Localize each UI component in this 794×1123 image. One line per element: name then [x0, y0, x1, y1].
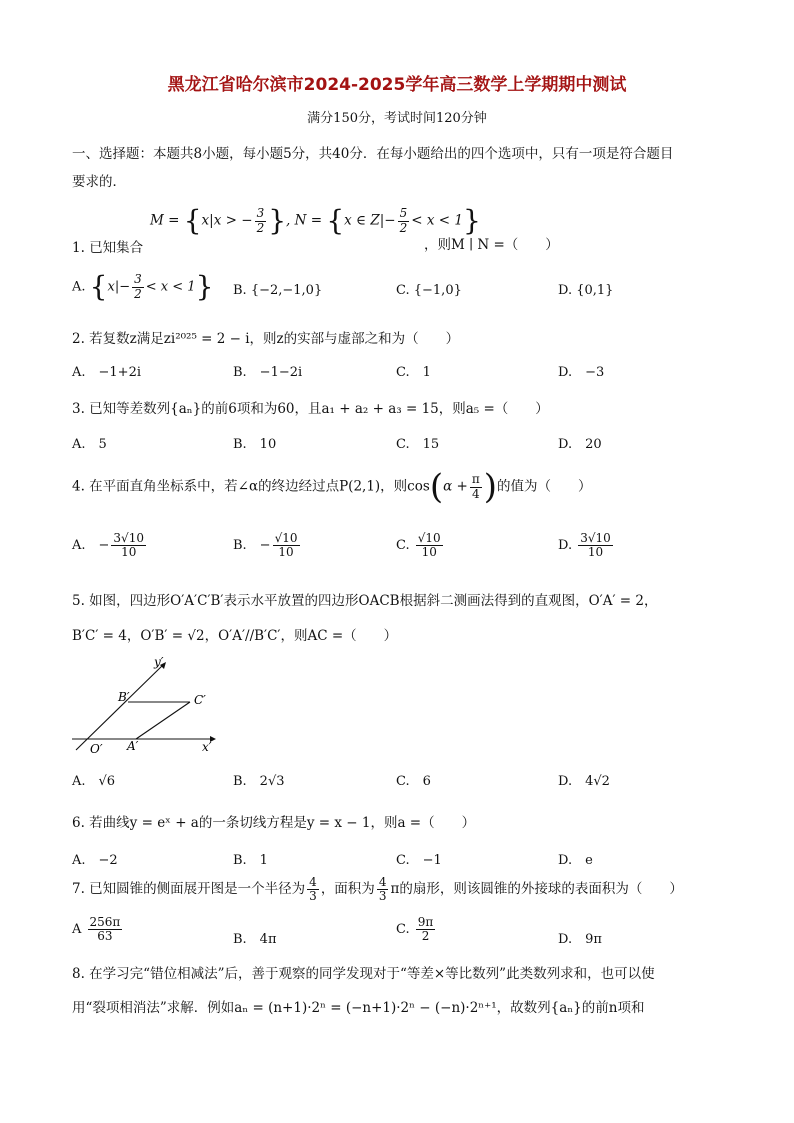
- q5-option-b[interactable]: B. 2√3: [233, 774, 285, 789]
- q2-option-a[interactable]: A. −1+2i: [72, 365, 142, 380]
- q3-option-c[interactable]: C. 15: [396, 437, 440, 452]
- q6-option-b[interactable]: B. 1: [233, 853, 268, 868]
- q2-option-d[interactable]: D. −3: [558, 365, 605, 380]
- q4-option-d[interactable]: D. $\frac{3√10}{10}$: [558, 531, 611, 560]
- q1-stem: 1. 已知集合: [72, 240, 144, 256]
- page-title: 黑龙江省哈尔滨市2024-2025学年高三数学上学期期中测试: [167, 75, 627, 95]
- q5-option-c[interactable]: C. 6: [396, 774, 431, 789]
- q6-option-c[interactable]: C. −1: [396, 853, 442, 868]
- q3-option-b[interactable]: B. 10: [233, 437, 277, 452]
- q5-option-d[interactable]: D. 4√2: [558, 774, 610, 789]
- label-a: A′: [127, 739, 139, 753]
- label-b: B′: [118, 690, 130, 704]
- q6-option-d[interactable]: D. e: [558, 853, 593, 868]
- section-instructions-line2: 要求的．: [72, 174, 126, 190]
- q4-stem: 4. 在平面直角坐标系中，若∠α的终边经过点P(2,1)，则cos(α + $\frac{\pi}{4}$ )的值为（ ）: [72, 467, 592, 507]
- label-y: y′: [154, 655, 164, 669]
- q4-option-a[interactable]: A. − $\frac{3√10}{10}$: [72, 531, 144, 560]
- q5-oblique-diagram: [72, 652, 232, 756]
- label-x: x′: [202, 740, 212, 754]
- q5-stem-line1: 5. 如图，四边形O′A′C′B′表示水平放置的四边形OACB根据斜二测画法得到的直观图，O′A′ = 2，: [72, 593, 658, 609]
- q7-option-d[interactable]: D. 9π: [558, 932, 602, 947]
- q3-option-a[interactable]: A. 5: [72, 437, 107, 452]
- q1-ask: ，则M ∣ N =（ ）: [424, 237, 559, 253]
- q8-stem-line2: 用“裂项相消法”求解．例如aₙ = (n+1)·2ⁿ = (−n+1)·2ⁿ − (−n)·2ⁿ⁺¹，故数列{aₙ}的前n项和: [72, 1000, 645, 1016]
- q4-option-b[interactable]: B. − $\frac{√10}{10}$: [233, 531, 298, 560]
- segment-a-c: [136, 702, 190, 739]
- q3-stem: 3. 已知等差数列{aₙ}的前6项和为60，且a₁ + a₂ + a₃ = 15，则a₅ =（ ）: [72, 401, 549, 417]
- q2-option-c[interactable]: C. 1: [396, 365, 431, 380]
- q2-stem: 2. 若复数z满足zi²⁰²⁵ = 2 − i，则z的实部与虚部之和为（ ）: [72, 331, 460, 347]
- section-instructions-line1: 一、选择题：本题共8小题，每小题5分，共40分．在每小题给出的四个选项中，只有一项是符合题目: [72, 146, 674, 162]
- q2-option-b[interactable]: B. −1−2i: [233, 365, 303, 380]
- q3-option-d[interactable]: D. 20: [558, 437, 602, 452]
- q1-option-b[interactable]: B. {−2,−1,0}: [233, 283, 323, 298]
- q5-option-a[interactable]: A. √6: [72, 774, 116, 789]
- y-axis: [76, 664, 164, 750]
- label-o: O′: [90, 742, 103, 756]
- q7-option-a[interactable]: A $\frac{256\pi}{63}$: [72, 915, 121, 944]
- q1-option-c[interactable]: C. {−1,0}: [396, 283, 462, 298]
- q6-option-a[interactable]: A. −2: [72, 853, 118, 868]
- q6-stem: 6. 若曲线y = eˣ + a的一条切线方程是y = x − 1，则a =（ ）: [72, 815, 476, 831]
- label-c: C′: [194, 693, 206, 707]
- q7-option-b[interactable]: B. 4π: [233, 932, 277, 947]
- q7-stem: 7. 已知圆锥的侧面展开图是一个半径为 $\frac{4}{3}$ ，面积为 $\frac{4}{3}$ π的扇形，则该圆锥的外接球的表面积为（ ）: [72, 875, 683, 904]
- q1-option-a[interactable]: A. {x|− $\frac{3}{2}$ < x < 1}: [72, 270, 214, 303]
- q5-stem-line2: B′C′ = 4，O′B′ = √2，O′A′//B′C′，则AC =（ ）: [72, 628, 398, 644]
- q4-option-c[interactable]: C. $\frac{√10}{10}$: [396, 531, 441, 560]
- q1-set-definitions: M = {x|x > − $\frac{3}{2}$ }, N = {x ∈ Z|− $\frac{5}{2}$ < x < 1}: [150, 204, 481, 237]
- q7-option-c[interactable]: C. $\frac{9\pi}{2}$: [396, 915, 434, 944]
- exam-info: 满分150分，考试时间120分钟: [307, 111, 487, 126]
- q8-stem-line1: 8. 在学习完“错位相减法”后，善于观察的同学发现对于“等差×等比数列”此类数列求和，也可以使: [72, 966, 655, 982]
- q1-option-d[interactable]: D. {0,1}: [558, 283, 614, 298]
